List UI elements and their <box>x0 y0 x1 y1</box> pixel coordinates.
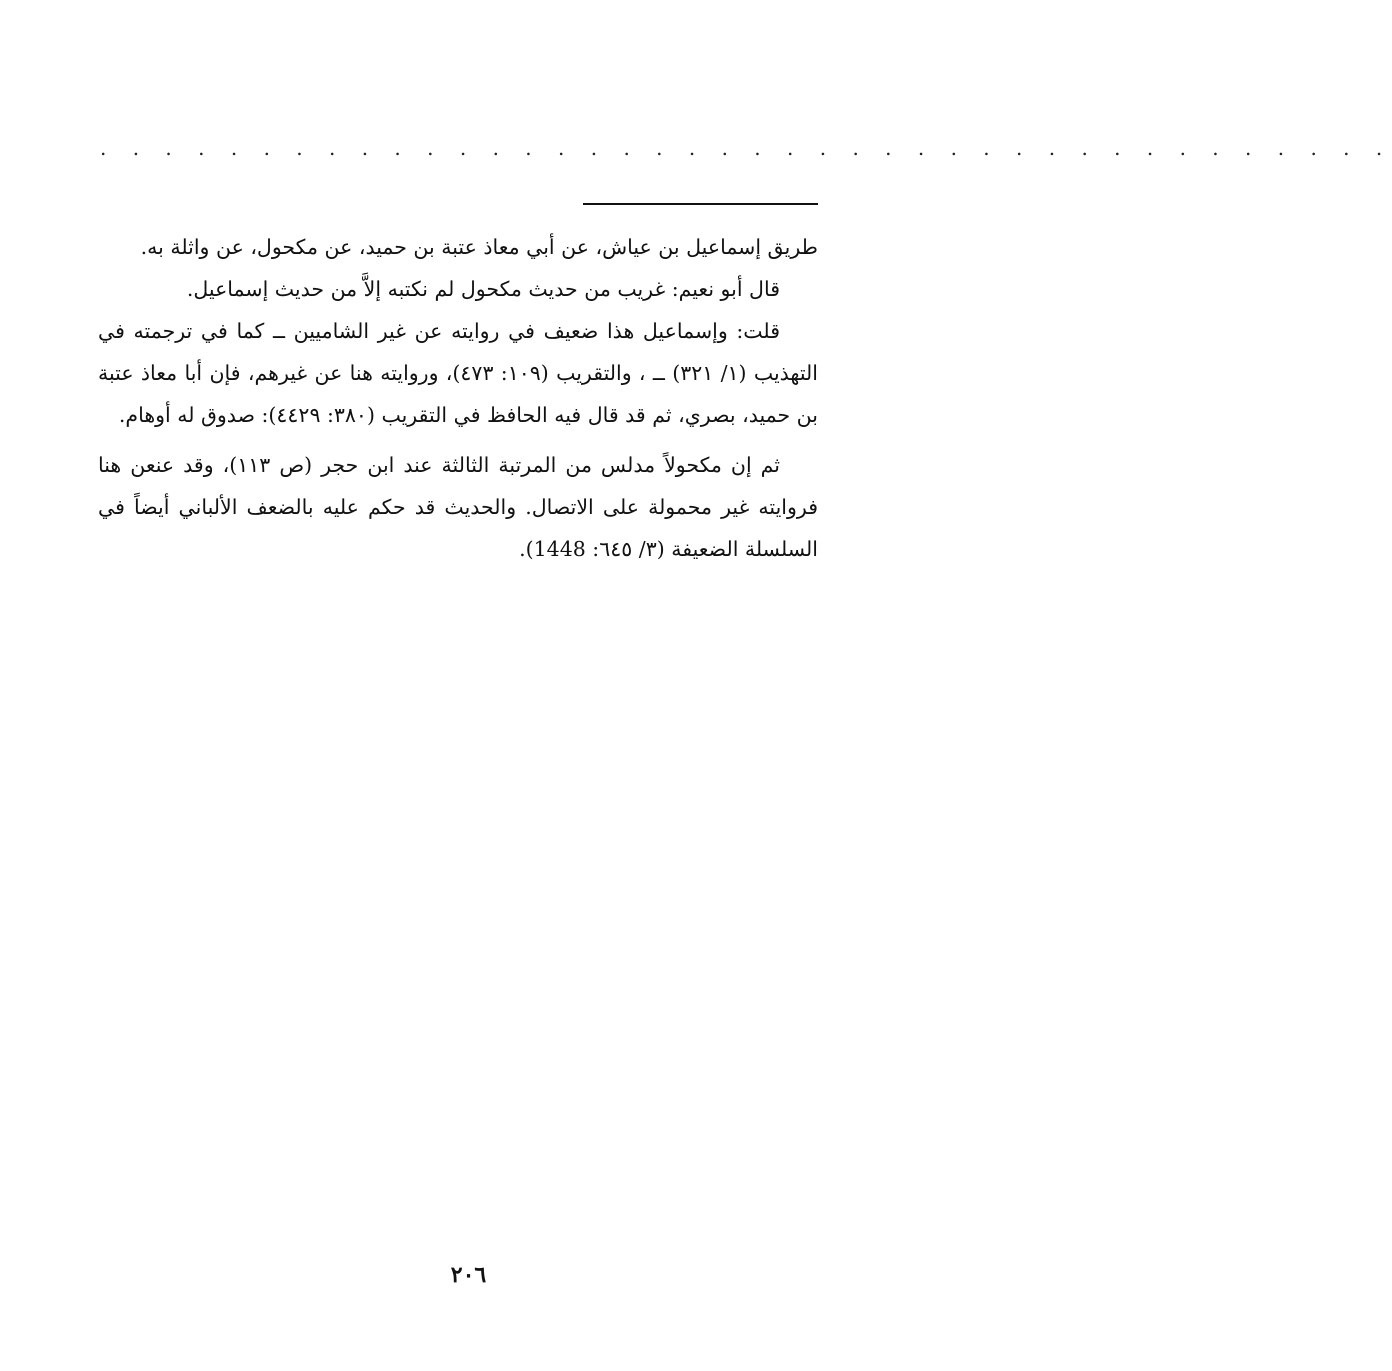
separator-dots: . . . . . . . . . . . . . . . . . . . . . . . . . . . . . . . . . . . . . . . . <box>100 136 1392 160</box>
paragraph-2: قال أبو نعيم: غريب من حديث مكحول لم نكتبه إلاَّ من حديث إسماعيل. <box>186 277 780 301</box>
paragraph-3: قلت: وإسماعيل هذا ضعيف في روايته عن غير الشاميين ــ كما في ترجمته في التهذيب (١/ ٣٢١) ــ ، والتقريب (١٠٩: ٤٧٣)، وروايته هنا عن غيرهم، فإن أبا معاذ عتبة بن حميد، بصري، ثم قد قال فيه الحافظ في التقريب (٣٨٠: ٤٤٢٩): صدوق له أوهام. <box>98 319 818 427</box>
paragraph-1: طريق إسماعيل بن عياش، عن أبي معاذ عتبة بن حميد، عن مكحول، عن واثلة به. <box>140 235 818 259</box>
footnote-rule <box>583 203 818 205</box>
paragraph-4: ثم إن مكحولاً مدلس من المرتبة الثالثة عند ابن حجر (ص ١١٣)، وقد عنعن هنا فروايته غير محمولة على الاتصال. والحديث قد حكم عليه بالضعف الألباني أيضاً في السلسلة الضعيفة (٣/ ٦٤٥: 1448). <box>98 453 818 561</box>
page-number: ٢٠٦ <box>450 1262 487 1288</box>
footnote-body <box>98 226 818 570</box>
